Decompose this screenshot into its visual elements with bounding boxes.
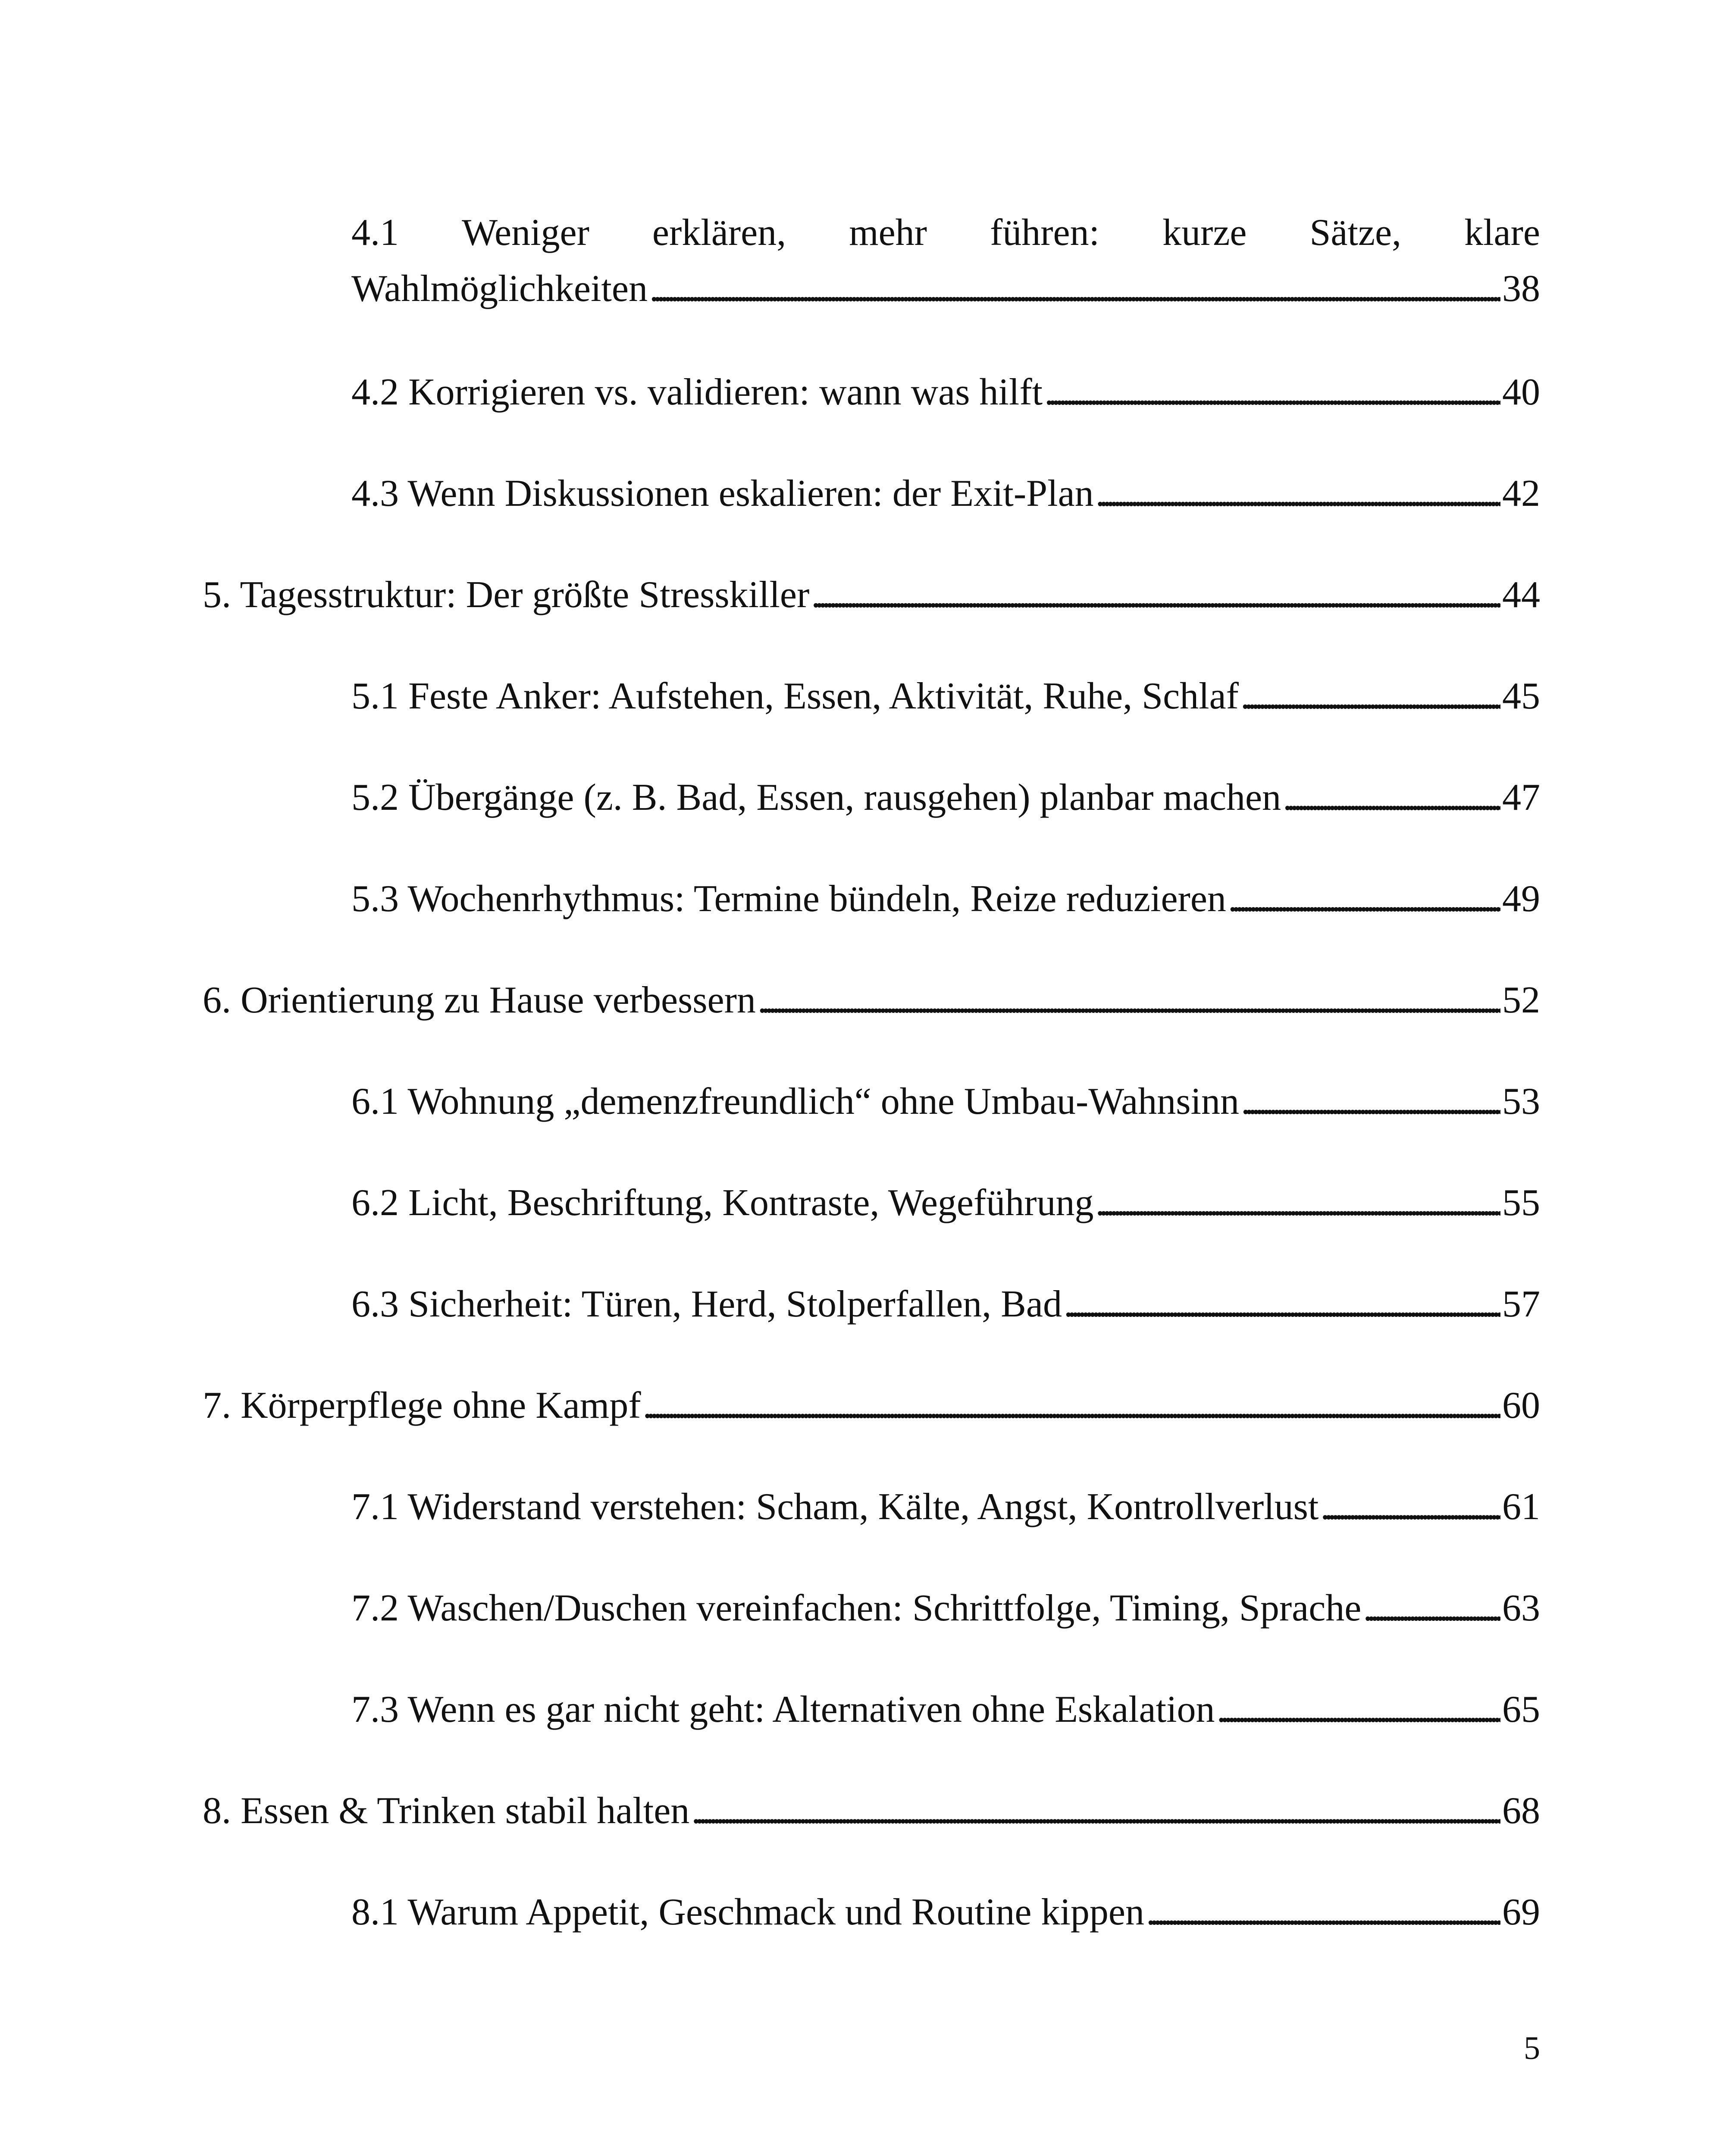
toc-entry bbox=[351, 770, 1540, 826]
toc-entry-title: Wahlmöglichkeiten bbox=[351, 268, 648, 310]
dot-leader bbox=[1146, 1884, 1500, 1940]
toc-entry-page: 53 bbox=[1502, 1081, 1540, 1122]
toc-entry-title: 8. Essen & Trinken stabil halten bbox=[203, 1790, 690, 1832]
toc-entry-title: 6.3 Sicherheit: Türen, Herd, Stolperfallen, Bad bbox=[351, 1283, 1062, 1325]
dot-leader bbox=[1283, 770, 1500, 826]
toc-word: mehr bbox=[849, 212, 927, 254]
toc-entry bbox=[351, 1479, 1540, 1535]
toc-entry-title: 5.2 Übergänge (z. B. Bad, Essen, rausgehen) planbar machen bbox=[351, 777, 1281, 818]
toc-entry bbox=[351, 1580, 1540, 1636]
toc-entry-page: 47 bbox=[1502, 777, 1540, 818]
toc-entry-page: 60 bbox=[1502, 1385, 1540, 1426]
dot-leader bbox=[643, 1378, 1500, 1434]
toc-entry bbox=[351, 1074, 1540, 1130]
toc-entry-line1 bbox=[351, 205, 1540, 261]
toc-entry-title: 7. Körperpflege ohne Kampf bbox=[203, 1385, 641, 1426]
toc-entry-page: 49 bbox=[1502, 878, 1540, 920]
toc-entry bbox=[203, 567, 1540, 623]
dot-leader bbox=[1096, 466, 1500, 522]
toc-entry bbox=[351, 1884, 1540, 1940]
toc-entry-title: 7.2 Waschen/Duschen vereinfachen: Schrittfolge, Timing, Sprache bbox=[351, 1587, 1362, 1629]
toc-entry-title: 6. Orientierung zu Hause verbessern bbox=[203, 979, 756, 1021]
toc-entry-page: 38 bbox=[1502, 268, 1540, 310]
toc-entry bbox=[351, 1175, 1540, 1231]
toc-word: Weniger bbox=[462, 212, 589, 254]
toc-word: Sätze, bbox=[1309, 212, 1402, 254]
dot-leader bbox=[1064, 1276, 1500, 1332]
dot-leader bbox=[1044, 364, 1500, 420]
toc-word: führen: bbox=[990, 212, 1100, 254]
toc-entry bbox=[351, 668, 1540, 724]
toc-entry bbox=[351, 871, 1540, 927]
toc-entry-title: 8.1 Warum Appetit, Geschmack und Routine kippen bbox=[351, 1891, 1144, 1933]
toc-entry-line2 bbox=[351, 261, 1540, 317]
toc-entry-title: 4.2 Korrigieren vs. validieren: wann was hilft bbox=[351, 371, 1043, 413]
toc-entry-page: 55 bbox=[1502, 1182, 1540, 1224]
dot-leader bbox=[1240, 668, 1500, 724]
toc-entry bbox=[203, 972, 1540, 1028]
toc-entry-page: 61 bbox=[1502, 1486, 1540, 1528]
toc-entry-title: 5.3 Wochenrhythmus: Termine bündeln, Reize reduzieren bbox=[351, 878, 1226, 920]
toc-word: erklären, bbox=[652, 212, 786, 254]
toc-entry-page: 68 bbox=[1502, 1790, 1540, 1832]
dot-leader bbox=[1320, 1479, 1500, 1535]
toc-word: 4.1 bbox=[351, 212, 399, 254]
dot-leader bbox=[758, 972, 1500, 1028]
toc-word: klare bbox=[1464, 212, 1540, 254]
toc-entry bbox=[351, 1276, 1540, 1332]
dot-leader bbox=[1217, 1682, 1500, 1738]
toc-entry-page: 52 bbox=[1502, 979, 1540, 1021]
dot-leader bbox=[1363, 1580, 1500, 1636]
toc-entry bbox=[351, 364, 1540, 420]
dot-leader bbox=[1096, 1175, 1500, 1231]
toc-word: kurze bbox=[1162, 212, 1247, 254]
toc-entry-title: 6.1 Wohnung „demenzfreundlich“ ohne Umbau-Wahnsinn bbox=[351, 1081, 1239, 1122]
toc-entry-4-1 bbox=[351, 205, 1540, 317]
toc-entry-page: 40 bbox=[1502, 371, 1540, 413]
dot-leader bbox=[1228, 871, 1500, 927]
toc-entry-title: 6.2 Licht, Beschriftung, Kontraste, Wegeführung bbox=[351, 1182, 1094, 1224]
toc-entry-title: 5.1 Feste Anker: Aufstehen, Essen, Aktivität, Ruhe, Schlaf bbox=[351, 675, 1239, 717]
toc-entry-page: 44 bbox=[1502, 574, 1540, 616]
toc-entry-title: 5. Tagesstruktur: Der größte Stresskiller bbox=[203, 574, 810, 616]
dot-leader bbox=[649, 261, 1500, 317]
dot-leader bbox=[691, 1783, 1500, 1839]
toc-entry-title: 7.3 Wenn es gar nicht geht: Alternativen ohne Eskalation bbox=[351, 1689, 1215, 1730]
toc-entry-title: 7.1 Widerstand verstehen: Scham, Kälte, Angst, Kontrollverlust bbox=[351, 1486, 1319, 1528]
toc-entry bbox=[351, 1682, 1540, 1738]
toc-entry-page: 69 bbox=[1502, 1891, 1540, 1933]
page-number: 5 bbox=[1524, 2030, 1540, 2066]
toc-entry-title: 4.3 Wenn Diskussionen eskalieren: der Exit-Plan bbox=[351, 473, 1094, 514]
toc-entry-page: 65 bbox=[1502, 1689, 1540, 1730]
toc-entry-page: 57 bbox=[1502, 1283, 1540, 1325]
toc-entry bbox=[351, 466, 1540, 522]
dot-leader bbox=[1241, 1074, 1500, 1130]
toc-entry-page: 45 bbox=[1502, 675, 1540, 717]
toc-entry-page: 42 bbox=[1502, 473, 1540, 514]
toc-entry bbox=[203, 1783, 1540, 1839]
toc-entry-page: 63 bbox=[1502, 1587, 1540, 1629]
dot-leader bbox=[811, 567, 1500, 623]
toc-entry bbox=[203, 1378, 1540, 1434]
